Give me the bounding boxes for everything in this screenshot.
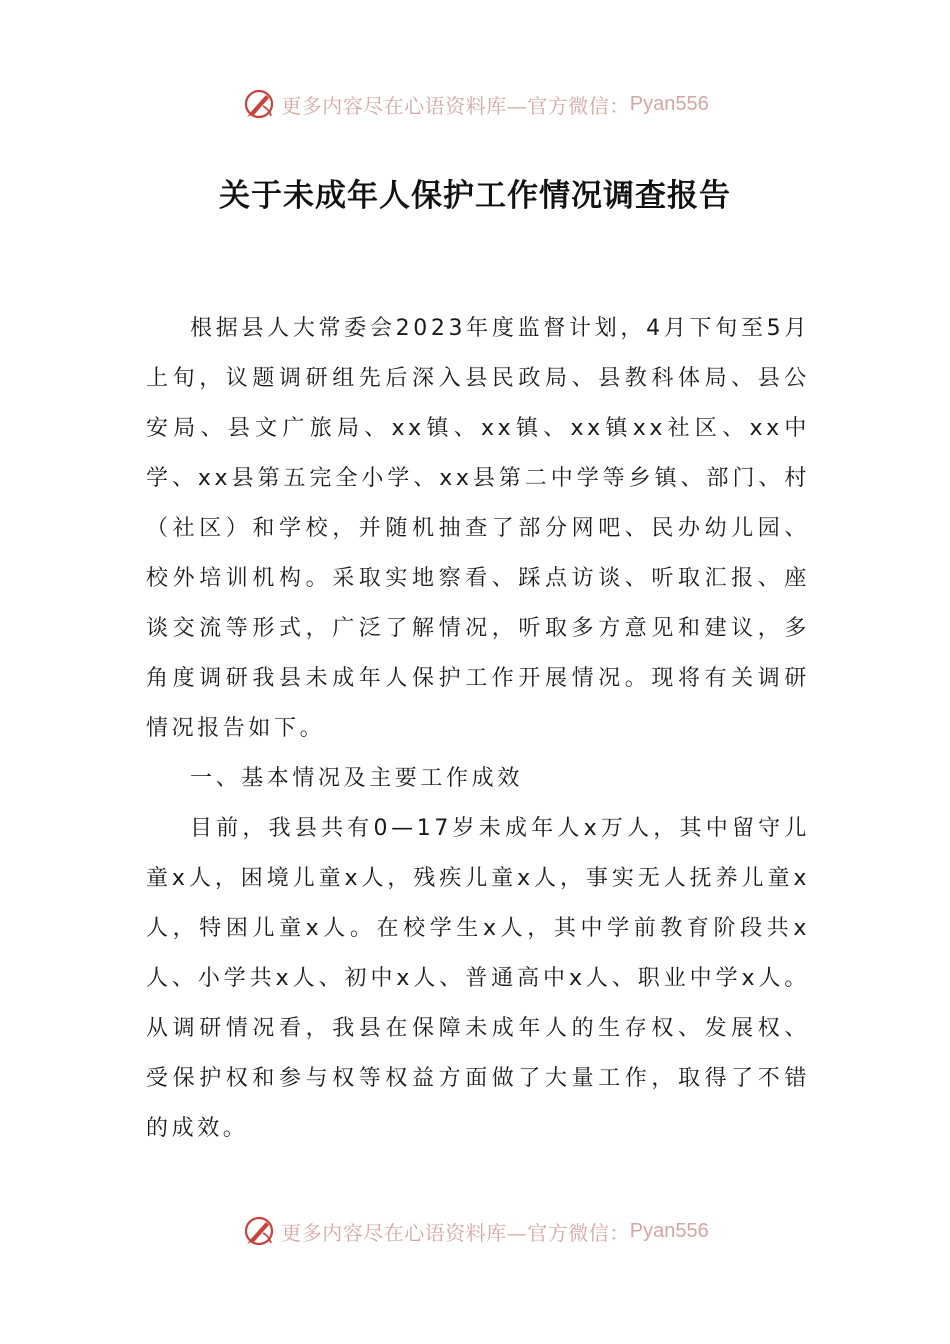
pen-nib-circle-icon — [241, 1213, 277, 1249]
watermark-wechat-id: Pyan556 — [629, 92, 709, 115]
section-heading-1: 一、基本情况及主要工作成效 — [190, 766, 523, 791]
watermark-banner-bottom — [0, 1211, 950, 1251]
watermark-banner-top — [0, 84, 950, 124]
document-title: 关于未成年人保护工作情况调查报告 — [219, 178, 731, 214]
watermark-wechat-id: Pyan556 — [629, 1219, 709, 1242]
paragraph-basic-situation: 目前，我县共有0—17岁未成年人x万人，其中留守儿童x人，困境儿童x人，残疾儿童x人，事实无人抚养儿童x人，特困儿童x人。在校学生x人，其中学前教育阶段共x人、小学共x人、初中x人、普通高中x人、职业中学x人。从调研情况看，我县在保障未成年人的生存权、发展权、受保护权和参与权等权益方面做了大量工作，取得了不错的成效。 — [146, 816, 810, 1141]
paragraph-intro: 根据县人大常委会2023年度监督计划，4月下旬至5月上旬，议题调研组先后深入县民政局、县教科体局、县公安局、县文广旅局、xx镇、xx镇、xx镇xx社区、xx中学、xx县第五完全小学、xx县第二中学等乡镇、部门、村（社区）和学校，并随机抽查了部分网吧、民办幼儿园、校外培训机构。采取实地察看、踩点访谈、听取汇报、座谈交流等形式，广泛了解情况，听取多方意见和建议，多角度调研我县未成年人保护工作开展情况。现将有关调研情况报告如下。 — [146, 316, 810, 741]
pen-nib-circle-icon — [241, 86, 277, 122]
document-body — [146, 304, 810, 1154]
watermark-text: 更多内容尽在心语资料库—官方微信： — [281, 1220, 630, 1245]
watermark-text: 更多内容尽在心语资料库—官方微信： — [281, 93, 630, 118]
